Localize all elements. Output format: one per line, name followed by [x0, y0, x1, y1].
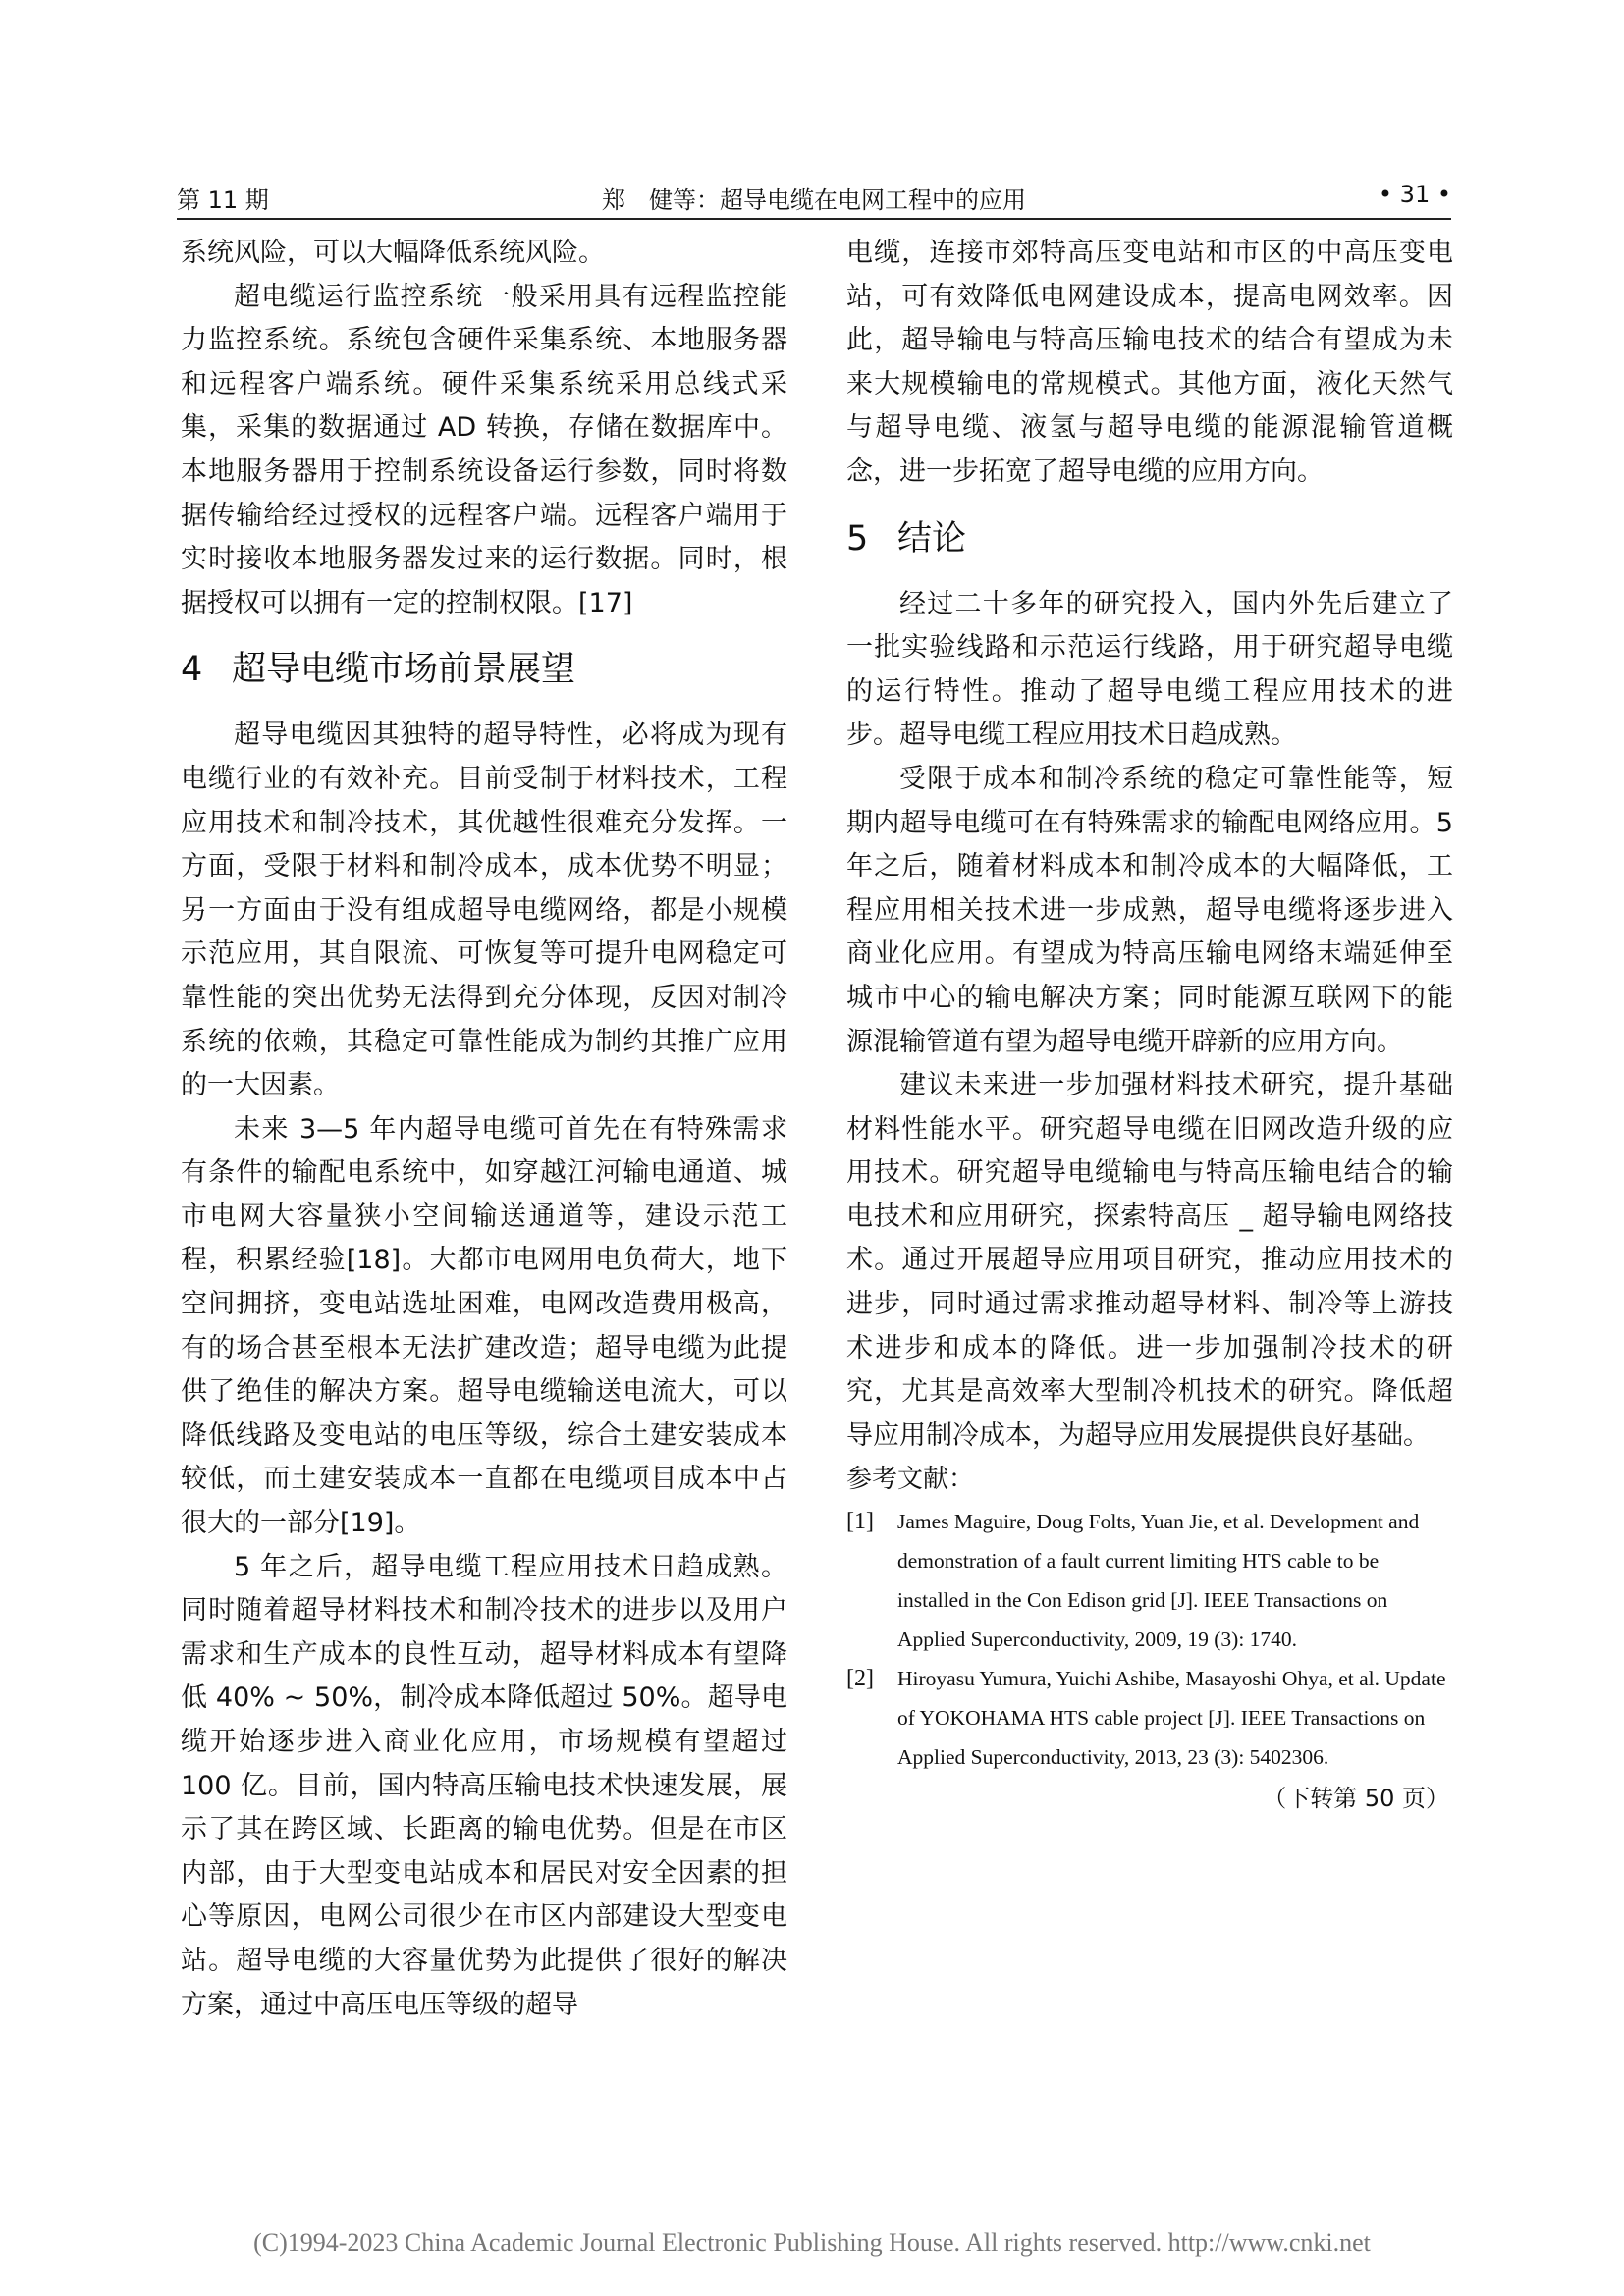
section-title: 超导电缆市场前景展望	[232, 650, 576, 690]
reference-tag: [2]	[846, 1666, 874, 1692]
left-column	[181, 232, 787, 2027]
section-title: 结论	[897, 518, 967, 559]
reference-text: James Maguire, Doug Folts, Yuan Jie, et al. Development and demonstration of a fault current limiting HTS cable to be installed in the Con Edison grid [J]. IEEE Transactions on Applied Superconductivity, 2009, 19 (3): 1740.	[897, 1510, 1420, 1652]
paragraph: 超导电缆因其独特的超导特性，必将成为现有电缆行业的有效补充。目前受制于材料技术，工程应用技术和制冷技术，其优越性很难充分发挥。一方面，受限于材料和制冷成本，成本优势不明显；另一方面由于没有组成超导电缆网络，都是小规模示范应用，其自限流、可恢复等可提升电网稳定可靠性能的突出优势无法得到充分体现，反因对制冷系统的依赖，其稳定可靠性能成为制约其推广应用的一大因素。	[181, 720, 787, 1101]
section-number: 5	[846, 518, 869, 559]
section-number: 4	[181, 650, 203, 690]
paragraph: 建议未来进一步加强材料技术研究，提升基础材料性能水平。研究超导电缆在旧网改造升级的应用技术。研究超导电缆输电与特高压输电结合的输电技术和应用研究，探索特高压 _ 超导输电网络技术。通过开展超导应用项目研究，推动应用技术的进步，同时通过需求推动超导材料、制冷等上游技术进步和成本的降低。进一步加强制冷技术的研究，尤其是高效率大型制冷机技术的研究。降低超导应用制冷成本，为超导应用发展提供良好基础。	[846, 1070, 1453, 1451]
reference-tag: [1]	[846, 1509, 874, 1535]
paragraph: 5 年之后，超导电缆工程应用技术日趋成熟。同时随着超导材料技术和制冷技术的进步以及用户需求和生产成本的良性互动，超导材料成本有望降低 40% ~ 50%，制冷成本降低超过 50%。超导电缆开始逐步进入商业化应用，市场规模有望超过 100 亿。目前，国内特高压输电技术快速发展，展示了其在跨区域、长距离的输电优势。但是在市区内部，由于大型变电站成本和居民对安全因素的担心等原因，电网公司很少在市区内部建设大型变电站。超导电缆的大容量优势为此提供了很好的解决方案，通过中高压电压等级的超导	[181, 1551, 787, 2020]
copyright-footer: (C)1994-2023 China Academic Journal Electronic Publishing House. All rights reserved. http://www.cnki.net	[253, 2228, 1371, 2257]
continued-note: （下转第 50 页）	[1263, 1785, 1449, 1813]
running-header	[177, 175, 1451, 214]
issue-number: 第 11 期	[177, 187, 269, 214]
page-number: • 31 •	[1378, 181, 1451, 208]
paragraph: 受限于成本和制冷系统的稳定可靠性能等，短期内超导电缆可在有特殊需求的输配电网络应用。5 年之后，随着材料成本和制冷成本的大幅降低，工程应用相关技术进一步成熟，超导电缆将逐步进入商业化应用。有望成为特高压输电网络末端延伸至城市中心的输电解决方案；同时能源互联网下的能源混输管道有望为超导电缆开辟新的应用方向。	[846, 763, 1453, 1057]
paragraph: 未来 3—5 年内超导电缆可首先在有特殊需求有条件的输配电系统中，如穿越江河输电通道、城市电网大容量狭小空间输送通道等，建设示范工程，积累经验[18]。大都市电网用电负荷大，地下空间拥挤，变电站选址困难，电网改造费用极高，有的场合甚至根本无法扩建改造；超导电缆为此提供了绝佳的解决方案。超导电缆输送电流大，可以降低线路及变电站的电压等级，综合土建安装成本较低，而土建安装成本一直都在电缆项目成本中占很大的一部分[19]。	[181, 1113, 787, 1539]
paragraph: 电缆，连接市郊特高压变电站和市区的中高压变电站，可有效降低电网建设成本，提高电网效率。因此，超导输电与特高压输电技术的结合有望成为未来大规模输电的常规模式。其他方面，液化天然气与超导电缆、液氢与超导电缆的能源混输管道概念，进一步拓宽了超导电缆的应用方向。	[846, 238, 1453, 487]
header-rule	[177, 218, 1451, 220]
right-column	[846, 232, 1453, 1821]
reference-item	[846, 1502, 1453, 1659]
paragraph: 系统风险，可以大幅降低系统风险。	[181, 238, 605, 268]
section-heading-4	[181, 625, 787, 714]
paragraph: 经过二十多年的研究投入，国内外先后建立了一批实验线路和示范运行线路，用于研究超导电缆的运行特性。推动了超导电缆工程应用技术的进步。超导电缆工程应用技术日趋成熟。	[846, 588, 1453, 751]
section-heading-5	[846, 495, 1453, 583]
article-running-title: 郑 健等：超导电缆在电网工程中的应用	[602, 187, 1026, 214]
references-heading: 参考文献：	[846, 1465, 975, 1495]
reference-item	[846, 1659, 1453, 1777]
reference-text: Hiroyasu Yumura, Yuichi Ashibe, Masayoshi Ohya, et al. Update of YOKOHAMA HTS cable project [J]. IEEE Transactions on Applied Superconductivity, 2013, 23 (3): 5402306.	[897, 1667, 1446, 1770]
paragraph: 超电缆运行监控系统一般采用具有远程监控能力监控系统。系统包含硬件采集系统、本地服务器和远程客户端系统。硬件采集系统采用总线式采集，采集的数据通过 AD 转换，存储在数据库中。本地服务器用于控制系统设备运行参数，同时将数据传输给经过授权的远程客户端。远程客户端用于实时接收本地服务器发过来的运行数据。同时，根据授权可以拥有一定的控制权限。[17]	[181, 281, 787, 618]
